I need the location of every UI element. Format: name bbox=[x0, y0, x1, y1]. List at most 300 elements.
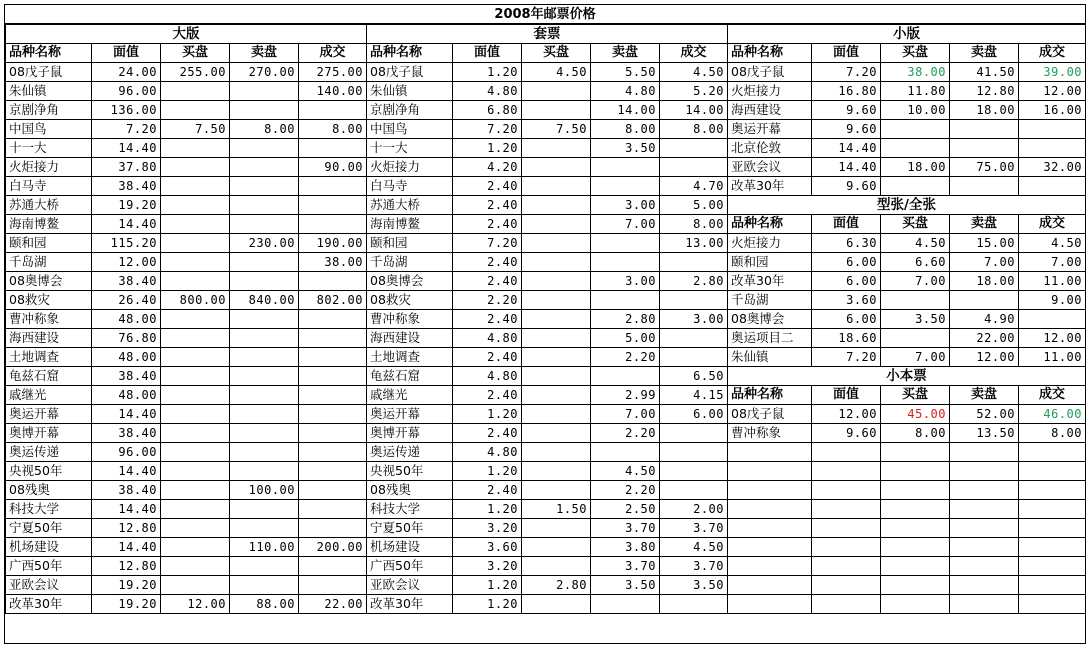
empty-cell bbox=[812, 576, 881, 595]
price-cell bbox=[522, 139, 591, 158]
stamp-name-cell: 广西50年 bbox=[367, 557, 453, 576]
price-cell bbox=[591, 158, 660, 177]
price-cell: 6.00 bbox=[812, 310, 881, 329]
empty-cell bbox=[812, 443, 881, 462]
table-row bbox=[728, 234, 1086, 253]
price-cell: 4.15 bbox=[660, 386, 728, 405]
price-cell: 275.00 bbox=[299, 63, 367, 82]
xiao-ben-section-title: 小本票 bbox=[728, 367, 1086, 386]
column-header: 卖盘 bbox=[950, 44, 1019, 63]
table-row bbox=[6, 481, 367, 500]
price-cell bbox=[522, 538, 591, 557]
price-cell: 18.00 bbox=[881, 158, 950, 177]
price-cell: 3.00 bbox=[591, 196, 660, 215]
empty-cell bbox=[812, 519, 881, 538]
price-cell: 4.50 bbox=[881, 234, 950, 253]
price-cell: 7.20 bbox=[453, 234, 522, 253]
stamp-name-cell: 土地调查 bbox=[6, 348, 92, 367]
price-cell bbox=[522, 424, 591, 443]
price-cell: 136.00 bbox=[92, 101, 161, 120]
stamp-name-cell: 改革30年 bbox=[6, 595, 92, 614]
da-ban-table bbox=[5, 24, 367, 614]
empty-cell bbox=[728, 576, 812, 595]
price-cell: 12.80 bbox=[92, 519, 161, 538]
empty-cell bbox=[812, 500, 881, 519]
price-cell bbox=[299, 272, 367, 291]
stamp-name-cell: 千岛湖 bbox=[367, 253, 453, 272]
price-cell bbox=[299, 329, 367, 348]
table-row bbox=[6, 405, 367, 424]
price-cell bbox=[299, 557, 367, 576]
table-row bbox=[6, 158, 367, 177]
table-row bbox=[6, 196, 367, 215]
empty-cell bbox=[881, 462, 950, 481]
price-cell bbox=[660, 348, 728, 367]
price-cell: 270.00 bbox=[230, 63, 299, 82]
price-cell: 7.00 bbox=[591, 215, 660, 234]
price-cell: 5.00 bbox=[591, 329, 660, 348]
price-cell: 802.00 bbox=[299, 291, 367, 310]
stamp-name-cell: 央视50年 bbox=[367, 462, 453, 481]
empty-cell bbox=[1019, 538, 1086, 557]
stamp-name-cell: 海西建设 bbox=[367, 329, 453, 348]
xiao-ben-body bbox=[728, 405, 1086, 614]
table-row bbox=[367, 291, 728, 310]
price-cell: 4.70 bbox=[660, 177, 728, 196]
price-cell: 18.00 bbox=[950, 101, 1019, 120]
price-cell bbox=[161, 519, 230, 538]
xing-zhang-table bbox=[727, 195, 1086, 367]
stamp-name-cell: 火炬接力 bbox=[728, 82, 812, 101]
stamp-name-cell: 曹冲称象 bbox=[728, 424, 812, 443]
column-header: 面值 bbox=[812, 386, 881, 405]
price-cell: 13.00 bbox=[660, 234, 728, 253]
table-row bbox=[728, 405, 1086, 424]
price-cell: 6.80 bbox=[453, 101, 522, 120]
table-row bbox=[728, 291, 1086, 310]
price-cell: 39.00 bbox=[1019, 63, 1086, 82]
price-cell: 4.50 bbox=[591, 462, 660, 481]
empty-cell bbox=[950, 443, 1019, 462]
price-cell bbox=[161, 443, 230, 462]
price-cell: 11.00 bbox=[1019, 348, 1086, 367]
price-cell: 8.00 bbox=[660, 120, 728, 139]
price-cell: 26.40 bbox=[92, 291, 161, 310]
table-row bbox=[6, 215, 367, 234]
price-cell bbox=[881, 177, 950, 196]
column-header: 卖盘 bbox=[591, 44, 660, 63]
stamp-name-cell: 奥运开幕 bbox=[728, 120, 812, 139]
price-cell bbox=[950, 120, 1019, 139]
price-cell bbox=[161, 139, 230, 158]
price-cell: 12.00 bbox=[1019, 329, 1086, 348]
empty-cell bbox=[812, 557, 881, 576]
table-row bbox=[367, 481, 728, 500]
price-cell: 9.60 bbox=[812, 177, 881, 196]
price-cell: 2.80 bbox=[591, 310, 660, 329]
price-cell: 14.40 bbox=[92, 500, 161, 519]
column-header: 成交 bbox=[1019, 386, 1086, 405]
table-row bbox=[367, 234, 728, 253]
column-header: 品种名称 bbox=[6, 44, 92, 63]
price-cell bbox=[161, 272, 230, 291]
price-cell: 840.00 bbox=[230, 291, 299, 310]
xiao-ban-body bbox=[728, 63, 1086, 196]
price-cell: 1.20 bbox=[453, 462, 522, 481]
price-cell bbox=[660, 481, 728, 500]
column-header: 成交 bbox=[1019, 44, 1086, 63]
empty-cell bbox=[728, 462, 812, 481]
price-cell: 2.20 bbox=[591, 424, 660, 443]
table-row bbox=[367, 576, 728, 595]
price-cell: 11.00 bbox=[1019, 272, 1086, 291]
price-cell bbox=[299, 576, 367, 595]
table-row bbox=[6, 595, 367, 614]
price-cell: 12.00 bbox=[161, 595, 230, 614]
price-cell: 9.60 bbox=[812, 101, 881, 120]
price-cell: 1.20 bbox=[453, 405, 522, 424]
stamp-name-cell: 海南博鳌 bbox=[367, 215, 453, 234]
price-cell bbox=[299, 405, 367, 424]
table-row bbox=[367, 538, 728, 557]
price-cell bbox=[161, 82, 230, 101]
price-cell: 12.80 bbox=[950, 82, 1019, 101]
empty-cell bbox=[812, 481, 881, 500]
price-cell bbox=[660, 139, 728, 158]
table-row bbox=[367, 367, 728, 386]
price-cell: 3.00 bbox=[591, 272, 660, 291]
table-row bbox=[6, 101, 367, 120]
stamp-name-cell: 颐和园 bbox=[6, 234, 92, 253]
price-cell bbox=[299, 310, 367, 329]
price-cell: 2.40 bbox=[453, 177, 522, 196]
column-header: 买盘 bbox=[881, 386, 950, 405]
price-cell: 48.00 bbox=[92, 386, 161, 405]
price-cell bbox=[161, 481, 230, 500]
table-row bbox=[367, 519, 728, 538]
price-cell: 1.20 bbox=[453, 63, 522, 82]
price-cell: 14.40 bbox=[92, 139, 161, 158]
price-cell bbox=[660, 443, 728, 462]
table-row bbox=[367, 557, 728, 576]
price-cell bbox=[161, 367, 230, 386]
sheet-title: 2008年邮票价格 bbox=[5, 5, 1085, 24]
price-cell: 12.00 bbox=[812, 405, 881, 424]
stamp-name-cell: 改革30年 bbox=[728, 177, 812, 196]
column-header: 面值 bbox=[92, 44, 161, 63]
table-row bbox=[728, 158, 1086, 177]
xing-zhang-body bbox=[728, 234, 1086, 367]
stamp-name-cell: 十一大 bbox=[6, 139, 92, 158]
price-cell: 115.20 bbox=[92, 234, 161, 253]
price-cell: 96.00 bbox=[92, 82, 161, 101]
price-cell: 5.50 bbox=[591, 63, 660, 82]
price-cell bbox=[299, 519, 367, 538]
stamp-name-cell: 千岛湖 bbox=[728, 291, 812, 310]
stamp-name-cell: 土地调查 bbox=[367, 348, 453, 367]
stamp-name-cell: 08救灾 bbox=[367, 291, 453, 310]
price-cell bbox=[591, 595, 660, 614]
empty-cell bbox=[728, 595, 812, 614]
price-cell: 38.40 bbox=[92, 481, 161, 500]
tao-piao-panel bbox=[366, 24, 728, 614]
stamp-name-cell: 改革30年 bbox=[367, 595, 453, 614]
price-cell bbox=[161, 234, 230, 253]
price-cell: 46.00 bbox=[1019, 405, 1086, 424]
stamp-name-cell: 08残奥 bbox=[6, 481, 92, 500]
price-cell: 7.00 bbox=[591, 405, 660, 424]
empty-cell bbox=[881, 500, 950, 519]
price-cell: 8.00 bbox=[881, 424, 950, 443]
price-cell: 2.40 bbox=[453, 215, 522, 234]
column-header: 品种名称 bbox=[728, 44, 812, 63]
price-cell bbox=[522, 557, 591, 576]
price-cell: 4.80 bbox=[591, 82, 660, 101]
empty-cell bbox=[950, 576, 1019, 595]
price-cell bbox=[660, 158, 728, 177]
price-cell: 90.00 bbox=[299, 158, 367, 177]
stamp-name-cell: 08奥博会 bbox=[367, 272, 453, 291]
stamp-name-cell: 奥博开幕 bbox=[6, 424, 92, 443]
empty-cell bbox=[728, 481, 812, 500]
price-cell: 45.00 bbox=[881, 405, 950, 424]
price-cell: 52.00 bbox=[950, 405, 1019, 424]
price-cell: 9.00 bbox=[1019, 291, 1086, 310]
price-cell: 2.80 bbox=[660, 272, 728, 291]
price-cell: 3.50 bbox=[881, 310, 950, 329]
stamp-name-cell: 08奥博会 bbox=[6, 272, 92, 291]
price-cell bbox=[230, 329, 299, 348]
price-cell: 6.00 bbox=[812, 272, 881, 291]
price-cell bbox=[161, 424, 230, 443]
price-cell bbox=[522, 196, 591, 215]
price-cell bbox=[522, 443, 591, 462]
price-cell: 2.20 bbox=[591, 481, 660, 500]
column-header: 买盘 bbox=[161, 44, 230, 63]
price-cell: 9.60 bbox=[812, 424, 881, 443]
price-cell: 38.00 bbox=[299, 253, 367, 272]
price-cell: 7.00 bbox=[950, 253, 1019, 272]
price-cell: 76.80 bbox=[92, 329, 161, 348]
price-cell: 12.00 bbox=[1019, 82, 1086, 101]
table-row bbox=[367, 500, 728, 519]
price-cell: 38.40 bbox=[92, 272, 161, 291]
table-row bbox=[367, 158, 728, 177]
column-header: 面值 bbox=[812, 44, 881, 63]
price-cell bbox=[230, 386, 299, 405]
tao-piao-header-row bbox=[367, 44, 728, 63]
price-cell: 2.40 bbox=[453, 386, 522, 405]
stamp-name-cell: 曹冲称象 bbox=[6, 310, 92, 329]
empty-cell bbox=[1019, 481, 1086, 500]
price-cell: 88.00 bbox=[230, 595, 299, 614]
stamp-name-cell: 京剧净角 bbox=[367, 101, 453, 120]
empty-cell bbox=[728, 519, 812, 538]
price-cell: 140.00 bbox=[299, 82, 367, 101]
price-cell: 16.00 bbox=[1019, 101, 1086, 120]
table-row bbox=[6, 291, 367, 310]
price-cell: 2.40 bbox=[453, 310, 522, 329]
price-cell bbox=[591, 291, 660, 310]
price-cell bbox=[230, 101, 299, 120]
empty-cell bbox=[881, 443, 950, 462]
empty-row bbox=[728, 557, 1086, 576]
price-cell: 110.00 bbox=[230, 538, 299, 557]
price-cell: 16.80 bbox=[812, 82, 881, 101]
xiao-ben-header-row bbox=[728, 386, 1086, 405]
price-cell bbox=[522, 348, 591, 367]
table-row bbox=[6, 348, 367, 367]
price-cell: 2.00 bbox=[660, 500, 728, 519]
tao-piao-table bbox=[366, 24, 728, 614]
xing-zhang-section-title: 型张/全张 bbox=[728, 196, 1086, 215]
price-cell bbox=[522, 367, 591, 386]
column-header: 面值 bbox=[453, 44, 522, 63]
price-cell: 3.50 bbox=[591, 576, 660, 595]
column-header: 成交 bbox=[1019, 215, 1086, 234]
table-row bbox=[367, 177, 728, 196]
table-row bbox=[728, 177, 1086, 196]
price-cell bbox=[230, 367, 299, 386]
price-cell: 19.20 bbox=[92, 576, 161, 595]
price-cell bbox=[161, 576, 230, 595]
price-cell: 3.70 bbox=[660, 519, 728, 538]
table-row bbox=[6, 120, 367, 139]
price-cell: 7.20 bbox=[92, 120, 161, 139]
table-row bbox=[6, 519, 367, 538]
price-cell bbox=[230, 310, 299, 329]
price-cell: 4.90 bbox=[950, 310, 1019, 329]
price-cell bbox=[161, 253, 230, 272]
price-cell: 2.40 bbox=[453, 272, 522, 291]
price-cell: 200.00 bbox=[299, 538, 367, 557]
price-cell: 4.80 bbox=[453, 82, 522, 101]
table-row bbox=[367, 272, 728, 291]
price-cell: 12.00 bbox=[92, 253, 161, 272]
price-cell: 5.00 bbox=[660, 196, 728, 215]
table-row bbox=[367, 405, 728, 424]
price-cell bbox=[299, 424, 367, 443]
tao-piao-body bbox=[367, 63, 728, 614]
price-cell bbox=[660, 291, 728, 310]
table-row bbox=[367, 386, 728, 405]
table-row bbox=[728, 348, 1086, 367]
empty-cell bbox=[812, 595, 881, 614]
price-cell bbox=[299, 215, 367, 234]
stamp-name-cell: 火炬接力 bbox=[728, 234, 812, 253]
price-cell: 18.00 bbox=[950, 272, 1019, 291]
empty-cell bbox=[1019, 519, 1086, 538]
price-cell bbox=[161, 462, 230, 481]
price-cell bbox=[299, 386, 367, 405]
price-cell: 4.50 bbox=[522, 63, 591, 82]
table-row bbox=[367, 139, 728, 158]
table-row bbox=[6, 272, 367, 291]
table-row bbox=[728, 120, 1086, 139]
price-cell: 12.80 bbox=[92, 557, 161, 576]
column-header: 面值 bbox=[812, 215, 881, 234]
price-cell: 7.50 bbox=[522, 120, 591, 139]
table-row bbox=[728, 63, 1086, 82]
price-cell: 14.00 bbox=[591, 101, 660, 120]
price-cell bbox=[230, 253, 299, 272]
stamp-name-cell: 海南博鳌 bbox=[6, 215, 92, 234]
empty-cell bbox=[728, 443, 812, 462]
table-row bbox=[728, 329, 1086, 348]
price-cell bbox=[161, 386, 230, 405]
price-cell bbox=[881, 329, 950, 348]
price-cell bbox=[522, 405, 591, 424]
price-cell: 3.50 bbox=[591, 139, 660, 158]
price-cell: 2.50 bbox=[591, 500, 660, 519]
price-cell: 38.40 bbox=[92, 424, 161, 443]
price-cell: 24.00 bbox=[92, 63, 161, 82]
price-cell bbox=[522, 82, 591, 101]
empty-cell bbox=[881, 557, 950, 576]
price-cell bbox=[230, 519, 299, 538]
table-row bbox=[6, 139, 367, 158]
price-cell bbox=[522, 481, 591, 500]
price-cell: 1.50 bbox=[522, 500, 591, 519]
table-row bbox=[6, 63, 367, 82]
empty-cell bbox=[1019, 500, 1086, 519]
table-row bbox=[6, 329, 367, 348]
price-cell bbox=[950, 177, 1019, 196]
stamp-name-cell: 海西建设 bbox=[728, 101, 812, 120]
xiao-ban-section-title: 小版 bbox=[728, 25, 1086, 44]
stamp-name-cell: 宁夏50年 bbox=[6, 519, 92, 538]
stamp-name-cell: 改革30年 bbox=[728, 272, 812, 291]
price-cell bbox=[161, 538, 230, 557]
table-row bbox=[728, 272, 1086, 291]
stamp-name-cell: 龟兹石窟 bbox=[6, 367, 92, 386]
price-cell: 1.20 bbox=[453, 576, 522, 595]
price-cell bbox=[660, 253, 728, 272]
price-cell bbox=[591, 367, 660, 386]
table-row bbox=[367, 253, 728, 272]
price-cell: 7.00 bbox=[881, 348, 950, 367]
price-cell: 100.00 bbox=[230, 481, 299, 500]
column-header: 品种名称 bbox=[728, 215, 812, 234]
da-ban-body bbox=[6, 63, 367, 614]
price-cell: 12.00 bbox=[950, 348, 1019, 367]
stamp-name-cell: 颐和园 bbox=[728, 253, 812, 272]
empty-row bbox=[728, 519, 1086, 538]
empty-cell bbox=[950, 538, 1019, 557]
table-row bbox=[728, 139, 1086, 158]
stamp-name-cell: 亚欧会议 bbox=[367, 576, 453, 595]
price-cell: 14.40 bbox=[92, 215, 161, 234]
stamp-name-cell: 曹冲称象 bbox=[367, 310, 453, 329]
empty-row bbox=[728, 443, 1086, 462]
price-cell: 4.50 bbox=[660, 538, 728, 557]
table-row bbox=[6, 253, 367, 272]
price-cell: 6.00 bbox=[812, 253, 881, 272]
table-row bbox=[367, 310, 728, 329]
price-cell bbox=[522, 519, 591, 538]
price-cell: 3.60 bbox=[812, 291, 881, 310]
price-cell: 255.00 bbox=[161, 63, 230, 82]
price-cell bbox=[522, 215, 591, 234]
xiao-ban-header-row bbox=[728, 44, 1086, 63]
price-cell bbox=[950, 139, 1019, 158]
xing-zhang-header-row bbox=[728, 215, 1086, 234]
price-cell: 18.60 bbox=[812, 329, 881, 348]
price-cell: 48.00 bbox=[92, 348, 161, 367]
table-row bbox=[6, 538, 367, 557]
price-cell bbox=[161, 158, 230, 177]
empty-cell bbox=[950, 462, 1019, 481]
